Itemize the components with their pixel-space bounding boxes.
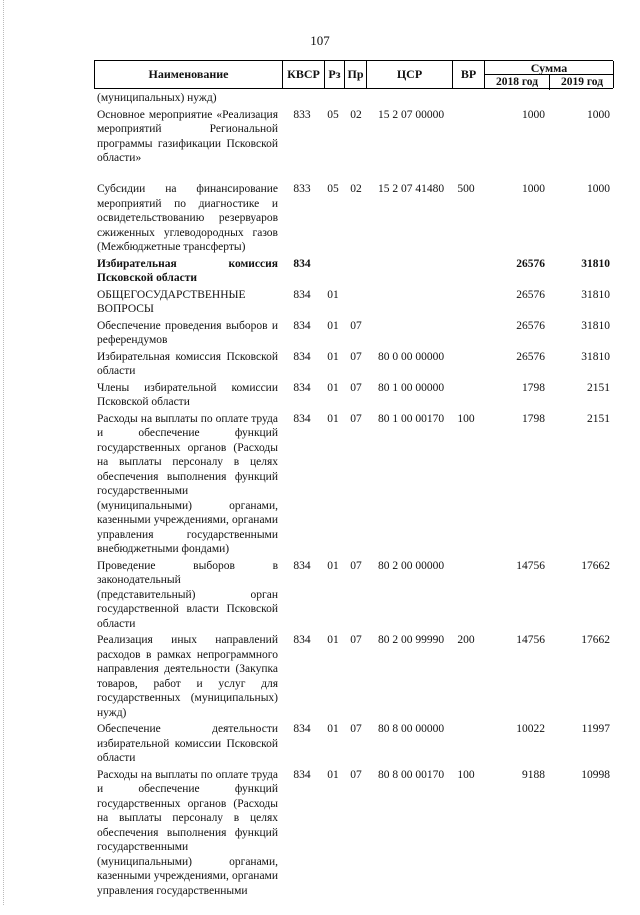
row-name: Избирательная комиссия Псковской области bbox=[97, 257, 278, 284]
row-csr: 80 8 00 00170 bbox=[377, 768, 445, 781]
row-s2: 31810 bbox=[581, 350, 610, 363]
row-s1: 10022 bbox=[516, 723, 545, 735]
table-row bbox=[0, 108, 640, 183]
row-rz: 01 bbox=[327, 319, 339, 332]
row-rz: 01 bbox=[327, 768, 339, 781]
row-s2: 2151 bbox=[587, 381, 610, 394]
header-name: Наименование bbox=[95, 61, 283, 88]
row-rz: 01 bbox=[327, 350, 339, 363]
row-name: Расходы на выплаты по оплате труда и обеспечение функций государственных органов (Расходы на выплаты персоналу в целях обеспечения выполнения функций государственными (муниципальными) органами, казенными учреждениями, органами управления государственными внебюджетными фондами) bbox=[97, 412, 278, 555]
row-csr: 80 2 00 00000 bbox=[377, 559, 445, 572]
row-s1: 1000 bbox=[522, 108, 545, 121]
row-kvsr: 834 bbox=[293, 350, 311, 363]
row-kvsr: 834 bbox=[293, 768, 311, 781]
row-csr: 15 2 07 00000 bbox=[377, 108, 445, 121]
row-vr: 100 bbox=[457, 412, 475, 425]
row-vr: 200 bbox=[457, 634, 475, 646]
row-rz: 05 bbox=[327, 183, 339, 195]
row-csr: 80 0 00 00000 bbox=[377, 350, 445, 363]
row-s2: 2151 bbox=[587, 412, 610, 425]
table-row bbox=[0, 319, 640, 350]
row-vr: 500 bbox=[457, 183, 475, 195]
row-name: (муниципальных) нужд) bbox=[97, 92, 217, 104]
row-rz: 01 bbox=[327, 412, 339, 425]
row-csr: 80 8 00 00000 bbox=[377, 723, 445, 735]
row-name: Обеспечение проведения выборов и референдумов bbox=[97, 319, 278, 346]
row-s1: 1798 bbox=[522, 412, 545, 425]
row-s2: 31810 bbox=[581, 319, 610, 332]
row-name: Реализация иных направлений расходов в рамках непрограммного направления деятельности (Закупка товаров, работ и услуг для государственных (муниципальных) нужд) bbox=[97, 634, 278, 719]
row-pr: 07 bbox=[350, 412, 362, 425]
row-csr: 80 1 00 00000 bbox=[377, 381, 445, 394]
row-s1: 1000 bbox=[522, 183, 545, 195]
row-kvsr: 834 bbox=[293, 723, 311, 735]
table-row bbox=[0, 182, 640, 257]
row-rz: 05 bbox=[327, 108, 339, 121]
row-s1: 26576 bbox=[516, 288, 545, 301]
row-name: Обеспечение деятельности избирательной комиссии Псковской области bbox=[97, 723, 278, 764]
row-name: Субсидии на финансирование мероприятий по диагностике и освидетельствованию резервуаров сжиженных углеводородных газов (Межбюджетные трансферты) bbox=[97, 183, 278, 253]
row-name: Члены избирательной комиссии Псковской области bbox=[97, 381, 278, 408]
row-pr: 07 bbox=[350, 319, 362, 332]
row-pr: 02 bbox=[350, 108, 362, 121]
page-number: 107 bbox=[310, 33, 330, 48]
row-vr: 100 bbox=[457, 768, 475, 781]
header-rz: Рз bbox=[325, 61, 345, 88]
row-rz: 01 bbox=[327, 288, 339, 301]
header-year-2018: 2018 год bbox=[485, 75, 550, 90]
row-csr: 15 2 07 41480 bbox=[377, 183, 445, 195]
row-kvsr: 834 bbox=[293, 412, 311, 425]
table-header bbox=[94, 60, 613, 89]
table-row bbox=[0, 412, 640, 559]
row-rz: 01 bbox=[327, 634, 339, 646]
row-rz: 01 bbox=[327, 723, 339, 735]
row-kvsr: 834 bbox=[293, 288, 311, 301]
header-sum-group bbox=[485, 61, 614, 88]
table-row bbox=[0, 559, 640, 634]
row-name: Проведение выборов в законодательный (представительный) орган государственной власти Псковской области bbox=[97, 559, 278, 630]
header-pr: Пр bbox=[345, 61, 367, 88]
table-row bbox=[0, 381, 640, 412]
row-name: Основное мероприятие «Реализация мероприятий Региональной программы газификации Псковской области» bbox=[97, 108, 278, 164]
table-row bbox=[0, 768, 640, 915]
header-kvsr: КВСР bbox=[283, 61, 325, 88]
row-name: ОБЩЕГОСУДАРСТВЕННЫЕ ВОПРОСЫ bbox=[97, 288, 246, 315]
row-kvsr: 834 bbox=[293, 381, 311, 394]
table-row bbox=[0, 633, 640, 722]
row-s1: 26576 bbox=[516, 257, 545, 270]
table-row bbox=[0, 350, 640, 381]
table-body bbox=[0, 91, 640, 915]
row-s2: 17662 bbox=[581, 559, 610, 572]
row-kvsr: 833 bbox=[293, 108, 311, 121]
row-csr: 80 1 00 00170 bbox=[377, 412, 445, 425]
row-pr: 07 bbox=[350, 381, 362, 394]
row-s2: 11997 bbox=[581, 723, 610, 735]
row-s1: 26576 bbox=[516, 319, 545, 332]
row-s2: 1000 bbox=[587, 108, 610, 121]
header-vr: ВР bbox=[453, 61, 485, 88]
row-kvsr: 833 bbox=[293, 183, 311, 195]
row-s2: 17662 bbox=[581, 634, 610, 646]
row-pr: 07 bbox=[350, 768, 362, 781]
row-csr: 80 2 00 99990 bbox=[377, 634, 445, 646]
row-name: Избирательная комиссия Псковской области bbox=[97, 350, 278, 377]
table-row bbox=[0, 288, 640, 319]
row-s1: 26576 bbox=[516, 350, 545, 363]
table-row bbox=[0, 722, 640, 768]
row-s2: 31810 bbox=[581, 288, 610, 301]
row-s2: 31810 bbox=[581, 257, 610, 270]
row-s1: 9188 bbox=[522, 768, 545, 781]
row-name: Расходы на выплаты по оплате труда и обеспечение функций государственных органов (Расходы на выплаты персоналу в целях обеспечения выполнения функций государственными (муниципальными) органами, казенными учреждениями, органами управления государственными bbox=[97, 768, 278, 897]
row-pr: 07 bbox=[350, 723, 362, 735]
table-row bbox=[0, 91, 640, 108]
row-s1: 14756 bbox=[516, 634, 545, 646]
row-s2: 1000 bbox=[587, 183, 610, 195]
row-rz: 01 bbox=[327, 559, 339, 572]
row-kvsr: 834 bbox=[293, 559, 311, 572]
row-s1: 14756 bbox=[516, 559, 545, 572]
header-year-2019: 2019 год bbox=[560, 76, 604, 88]
row-pr: 07 bbox=[350, 634, 362, 646]
row-s2: 10998 bbox=[581, 768, 610, 781]
table-row bbox=[0, 257, 640, 288]
row-kvsr: 834 bbox=[293, 634, 311, 646]
header-sum: Сумма bbox=[485, 61, 613, 75]
row-kvsr: 834 bbox=[293, 257, 311, 270]
row-pr: 07 bbox=[350, 350, 362, 363]
row-pr: 02 bbox=[350, 183, 362, 195]
row-pr: 07 bbox=[350, 559, 362, 572]
row-rz: 01 bbox=[327, 381, 339, 394]
row-s1: 1798 bbox=[522, 381, 545, 394]
header-csr: ЦСР bbox=[367, 61, 453, 88]
row-kvsr: 834 bbox=[293, 319, 311, 332]
